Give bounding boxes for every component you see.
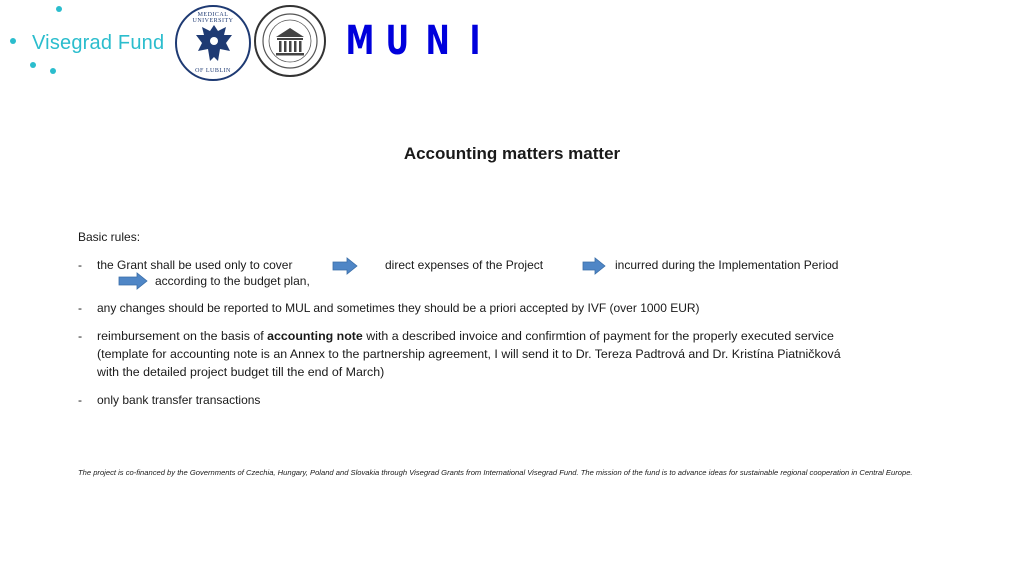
right-arrow-icon (582, 257, 606, 275)
cofinancing-footer-note: The project is co-financed by the Governments of Czechia, Hungary, Poland and Slovakia through Visegrad Grants from International Visegrad Fund. The mission of the fund is to advance ideas for sustainable regional cooperation in Central Europe. (78, 468, 913, 477)
accounting-note-emphasis: accounting note (267, 329, 363, 343)
rule-text-part: according to the budget plan, (155, 274, 310, 288)
rule-text-segment: with a described invoice and confirmtion of payment for the properly executed service (362, 329, 834, 343)
rule-text-line: (template for accounting note is an Annex to the partnership agreement, I will send it to Dr. Tereza Padtrová and Dr. Kristína Piatničková (97, 347, 841, 361)
rule-text-part: direct expenses of the Project (385, 258, 544, 272)
seal-text-top: MEDICAL UNIVERSITY (192, 12, 234, 24)
medical-university-of-lublin-seal (175, 5, 251, 81)
muni-wordmark (342, 17, 488, 65)
rule-text: any changes should be reported to MUL and sometimes they should be a priori accepted by IVF (over 1000 EUR) (97, 301, 700, 315)
slide-title: Accounting matters matter (403, 144, 621, 163)
seal-text-bottom: OF LUBLIN (195, 68, 231, 74)
rule-item-bank-transfer (78, 391, 938, 409)
rule-text-line (97, 327, 834, 345)
visegrad-fund-logo (8, 4, 178, 80)
right-arrow-icon (332, 257, 358, 275)
muni-letter: U (385, 18, 410, 64)
right-arrow-icon (118, 272, 148, 290)
bullet-dash: - (78, 301, 82, 315)
rule-text-line: with the detailed project budget till the end of March) (97, 365, 385, 379)
bullet-dash: - (78, 258, 82, 272)
rule-item-changes (78, 299, 938, 317)
bullet-dash: - (78, 329, 83, 343)
section-label: Basic rules: (78, 230, 141, 244)
logo-dot (30, 62, 36, 68)
muni-letter: M (345, 18, 375, 64)
eagle-emblem-icon (193, 21, 235, 67)
rule-item-reimbursement (78, 327, 958, 383)
logo-dot (50, 68, 56, 74)
visegrad-fund-wordmark: Visegrad Fund (32, 32, 165, 54)
logo-dot (56, 6, 62, 12)
rule-item-grant-usage (78, 256, 938, 292)
rule-text-segment: reimbursement on the basis of (97, 329, 268, 343)
rule-text: only bank transfer transactions (97, 393, 261, 407)
rule-text-part: the Grant shall be used only to cover (97, 258, 293, 272)
logo-dot (10, 38, 16, 44)
rule-text-part: incurred during the Implementation Period (615, 258, 839, 272)
muni-letter: N (425, 18, 450, 64)
building-emblem-icon (260, 11, 320, 71)
bullet-dash: - (78, 393, 82, 407)
muni-letter: I (469, 18, 481, 64)
masaryk-university-seal (254, 5, 326, 77)
